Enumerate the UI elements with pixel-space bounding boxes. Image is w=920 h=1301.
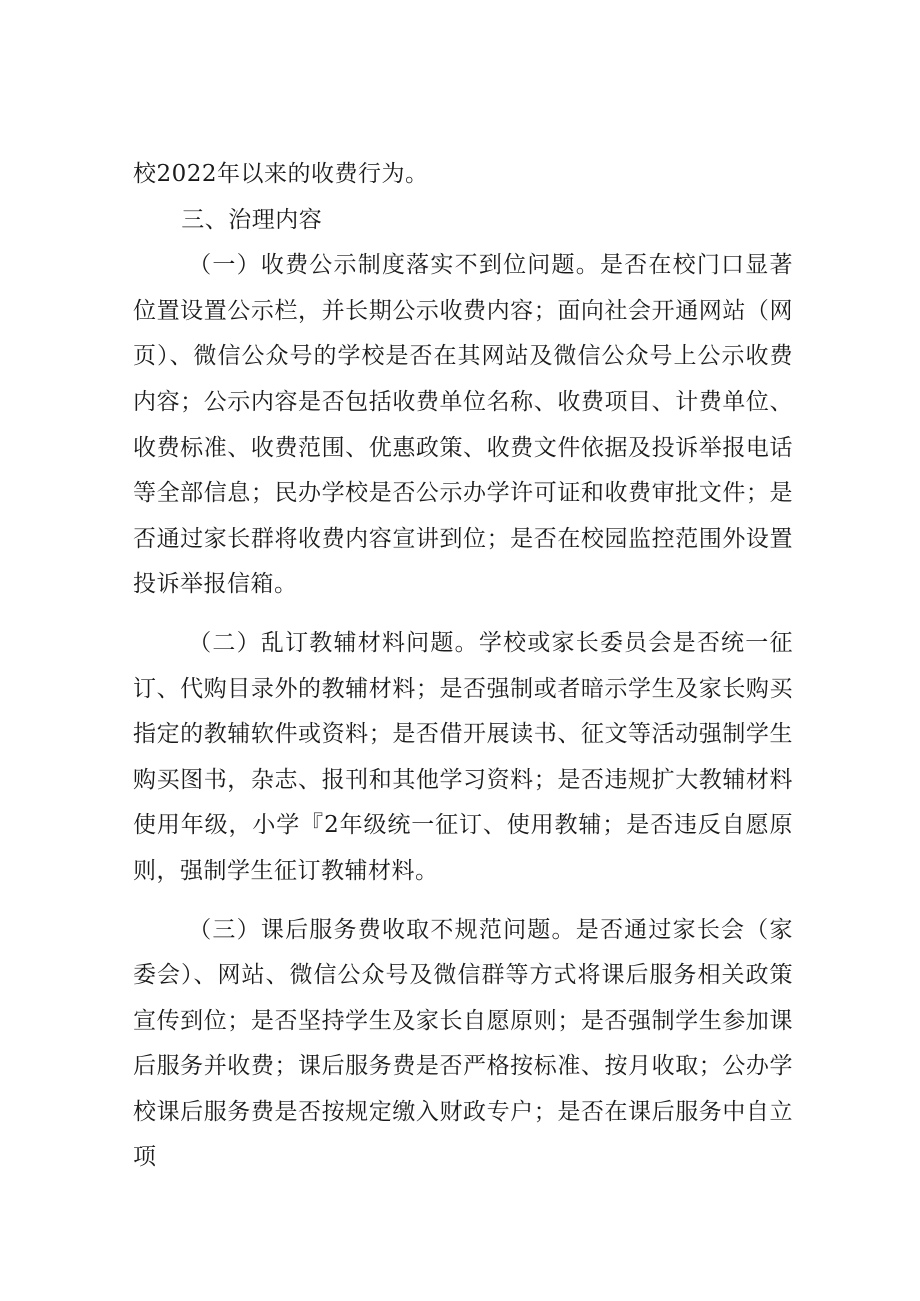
document-body bbox=[133, 152, 793, 1181]
section-heading: 三、治理内容 bbox=[181, 206, 323, 233]
item-two-paragraph: （二）乱订教辅材料问题。学校或家长委员会是否统一征订、代购目录外的教辅材料；是否强制或者暗示学生及家长购买指定的教辅软件或资料；是否借开展读书、征文等活动强制学生购买图书，杂志、报刊和其他学习资料；是否违规扩大教辅材料使用年级，小学『2年级统一征订、使用教辅；是否违反自愿原则，强制学生征订教辅材料。 bbox=[133, 629, 793, 884]
item-three-paragraph: （三）课后服务费收取不规范问题。是否通过家长会（家委会）、网站、微信公众号及微信群等方式将课后服务相关政策宣传到位；是否坚持学生及家长自愿原则；是否强制学生参加课后服务并收费；课后服务费是否严格按标准、按月收取；公办学校课后服务费是否按规定缴入财政专户；是否在课后服务中自立项 bbox=[133, 916, 793, 1171]
continuation-paragraph: 校2022年以来的收费行为。 bbox=[133, 161, 429, 187]
item-one-paragraph: （一）收费公示制度落实不到位问题。是否在校门口显著位置设置公示栏，并长期公示收费内容；面向社会开通网站（网页）、微信公众号的学校是否在其网站及微信公众号上公示收费内容；公示内容是否包括收费单位名称、收费项目、计费单位、收费标准、收费范围、优惠政策、收费文件依据及投诉举报电话等全部信息；民办学校是否公示办学许可证和收费审批文件；是否通过家长群将收费内容宣讲到位；是否在校园监控范围外设置投诉举报信箱。 bbox=[133, 252, 793, 598]
